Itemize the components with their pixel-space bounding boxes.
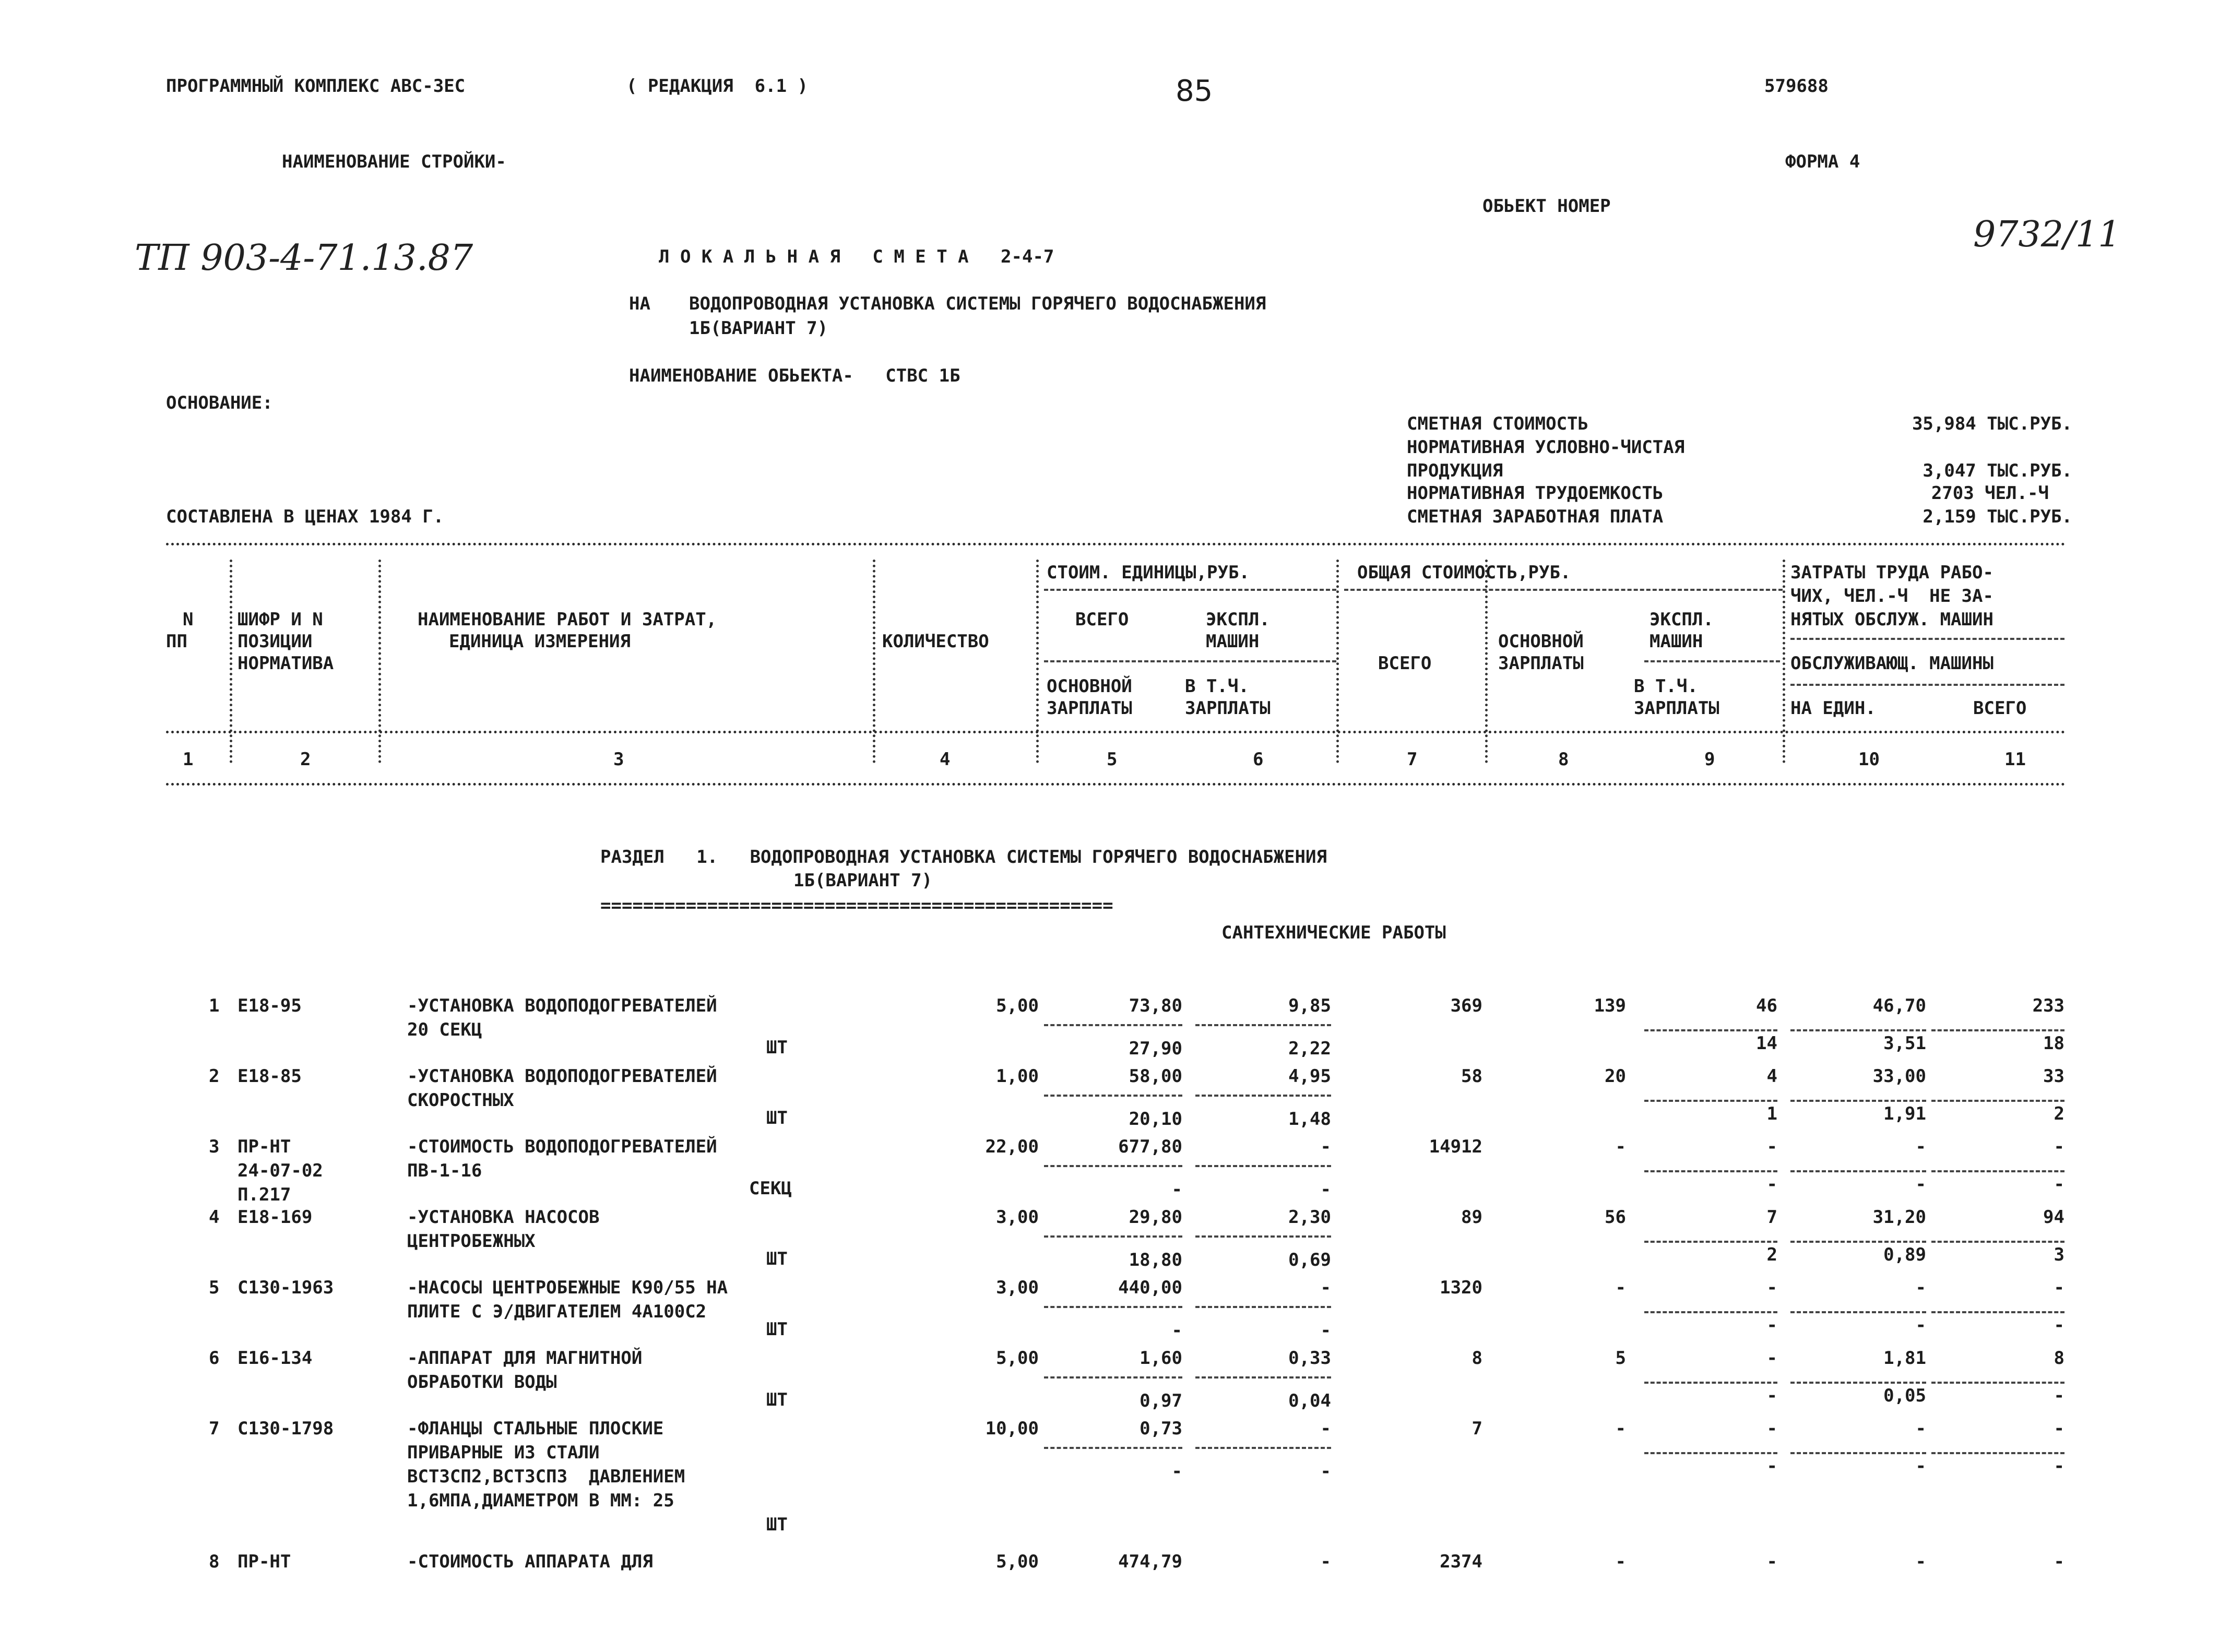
row-unit: ШТ: [766, 1037, 788, 1058]
subtotal-rule: [1931, 1382, 2064, 1384]
row-unit: ШТ: [766, 1108, 788, 1128]
row-quantity: 5,00: [996, 995, 1039, 1016]
subtotal-rule: [1790, 1311, 1926, 1313]
header-labor-unit: НА ЕДИН.: [1790, 698, 1876, 719]
row-unit-machines: -: [1320, 1277, 1331, 1298]
row-unit: ШТ: [766, 1389, 788, 1410]
row-quantity: 5,00: [996, 1348, 1039, 1369]
row-labor-unit: -: [1915, 1136, 1926, 1157]
row-labor-unit-2: 0,89: [1883, 1244, 1926, 1265]
summary-label: НОРМАТИВНАЯ УСЛОВНО-ЧИСТАЯ: [1407, 437, 1685, 458]
header-zarplaty: ЗАРПЛАТЫ: [1185, 698, 1271, 719]
header-col2: ПОЗИЦИИ: [238, 631, 313, 652]
row-basic-salary: -: [1615, 1551, 1626, 1572]
object-name: НАИМЕНОВАНИЕ ОБЬЕКТА- СТВС 1Б: [629, 365, 960, 386]
row-description: -СТОИМОСТЬ ВОДОПОДОГРЕВАТЕЛЕЙ: [407, 1136, 717, 1157]
rule: [166, 783, 2066, 786]
column-number: 2: [300, 749, 311, 770]
rule: [1644, 660, 1780, 662]
row-total: 2374: [1440, 1551, 1482, 1572]
subtotal-rule: [1195, 1447, 1331, 1449]
row-unit-machine-salary: -: [1320, 1461, 1331, 1482]
subtotal-rule: [1044, 1376, 1182, 1378]
row-machines: 4: [1766, 1066, 1777, 1087]
row-number: 3: [209, 1136, 220, 1157]
row-description: -УСТАНОВКА НАСОСОВ: [407, 1207, 600, 1228]
row-labor-total-2: -: [2054, 1174, 2064, 1195]
column-number: 4: [940, 749, 951, 770]
rule: [1044, 589, 1336, 591]
row-number: 7: [209, 1418, 220, 1439]
subtotal-rule: [1195, 1024, 1331, 1026]
row-basic-salary: 20: [1605, 1066, 1626, 1087]
row-code: С130-1798: [238, 1418, 334, 1439]
row-machines: -: [1766, 1277, 1777, 1298]
row-code: Е16-134: [238, 1348, 313, 1369]
header-zarplaty: ЗАРПЛАТЫ: [1634, 698, 1719, 719]
estimate-subject-variant: 1Б(ВАРИАНТ 7): [689, 318, 828, 339]
section-title-variant: 1Б(ВАРИАНТ 7): [793, 870, 933, 891]
subtotal-rule: [1931, 1100, 2064, 1102]
row-unit-salary: 27,90: [1129, 1038, 1182, 1059]
summary-label: СМЕТНАЯ ЗАРАБОТНАЯ ПЛАТА: [1407, 506, 1664, 527]
row-unit-machines: -: [1320, 1136, 1331, 1157]
row-code: ПР-НТ: [238, 1136, 291, 1157]
subtotal-rule: [1195, 1235, 1331, 1238]
row-labor-total-2: -: [2054, 1315, 2064, 1336]
row-total: 89: [1461, 1207, 1482, 1228]
column-number: 9: [1704, 749, 1715, 770]
row-machine-salary: -: [1766, 1315, 1777, 1336]
row-unit: ШТ: [766, 1249, 788, 1269]
header-ekspl: ЭКСПЛ.: [1650, 609, 1714, 630]
row-total: 369: [1450, 995, 1482, 1016]
header-col1: N: [183, 609, 194, 630]
header-col4: КОЛИЧЕСТВО: [882, 631, 989, 652]
header-col3: ЕДИНИЦА ИЗМЕРЕНИЯ: [449, 631, 631, 652]
row-unit-machines: 9,85: [1288, 995, 1331, 1016]
subtotal-rule: [1790, 1241, 1926, 1243]
row-machine-salary: -: [1766, 1456, 1777, 1477]
row-description: ВСТ3СП2,ВСТ3СП3 ДАВЛЕНИЕМ: [407, 1466, 685, 1487]
subtotal-rule: [1644, 1311, 1777, 1313]
edition: ( РЕДАКЦИЯ 6.1 ): [626, 76, 808, 97]
row-labor-total-2: -: [2054, 1456, 2064, 1477]
subtotal-rule: [1195, 1165, 1331, 1167]
row-machines: -: [1766, 1136, 1777, 1157]
row-labor-total: -: [2054, 1551, 2064, 1572]
column-number: 1: [183, 749, 194, 770]
rule: [1790, 684, 2064, 686]
summary-label: ПРОДУКЦИЯ: [1407, 460, 1503, 481]
row-unit-total: 0,73: [1140, 1418, 1182, 1439]
row-total: 8: [1472, 1348, 1482, 1369]
row-labor-unit-2: 0,05: [1883, 1385, 1926, 1406]
row-unit-total: 58,00: [1129, 1066, 1182, 1087]
row-labor-total: -: [2054, 1136, 2064, 1157]
row-unit-machines: -: [1320, 1551, 1331, 1572]
header-total-cost: ОБЩАЯ СТОИМОСТЬ,РУБ.: [1357, 562, 1571, 583]
subtotal-rule: [1044, 1165, 1182, 1167]
page-number: 85: [1176, 74, 1213, 108]
row-code: 24-07-02: [238, 1160, 323, 1181]
row-unit-machines: 0,33: [1288, 1348, 1331, 1369]
header-labor: ЗАТРАТЫ ТРУДА РАБО-: [1790, 562, 1993, 583]
row-labor-unit: 31,20: [1872, 1207, 1926, 1228]
summary-label: СМЕТНАЯ СТОИМОСТЬ: [1407, 413, 1588, 434]
header-mashin: МАШИН: [1206, 631, 1260, 652]
row-machine-salary: -: [1766, 1385, 1777, 1406]
subtotal-rule: [1195, 1306, 1331, 1308]
row-unit-salary: 20,10: [1129, 1109, 1182, 1130]
handwritten-archive-number: 9732/11: [1973, 214, 2121, 255]
subtotal-rule: [1790, 1100, 1926, 1102]
rule: [1790, 638, 2064, 640]
row-description: ПЛИТЕ С Э/ДВИГАТЕЛЕМ 4А100С2: [407, 1301, 707, 1322]
subtotal-rule: [1195, 1376, 1331, 1378]
estimate-title: Л О К А Л Ь Н А Я С М Е Т А 2-4-7: [659, 246, 1054, 267]
row-code: Е18-169: [238, 1207, 313, 1228]
row-machine-salary: 1: [1766, 1103, 1777, 1124]
row-unit: СЕКЦ: [749, 1178, 792, 1199]
subtotal-rule: [1931, 1311, 2064, 1313]
row-unit-salary: 0,97: [1140, 1390, 1182, 1411]
row-total: 1320: [1440, 1277, 1482, 1298]
subtotal-rule: [1931, 1241, 2064, 1243]
basis-label: ОСНОВАНИЕ:: [166, 393, 273, 413]
row-unit-machines: -: [1320, 1418, 1331, 1439]
summary-value: 35,984 ТЫС.РУБ.: [1912, 413, 2072, 434]
row-unit-total: 29,80: [1129, 1207, 1182, 1228]
row-code: Е18-95: [238, 995, 302, 1016]
header-osnovnoy: ОСНОВНОЙ: [1498, 631, 1584, 652]
header-vtch: В Т.Ч.: [1185, 676, 1249, 697]
subtotal-rule: [1931, 1452, 2064, 1454]
row-quantity: 1,00: [996, 1066, 1039, 1087]
header-col3: НАИМЕНОВАНИЕ РАБОТ И ЗАТРАТ,: [418, 609, 717, 630]
row-unit-total: 440,00: [1118, 1277, 1182, 1298]
summary-label: НОРМАТИВНАЯ ТРУДОЕМКОСТЬ: [1407, 483, 1664, 504]
subtotal-rule: [1790, 1452, 1926, 1454]
row-code: П.217: [238, 1184, 291, 1205]
row-labor-unit: -: [1915, 1277, 1926, 1298]
row-machines: 46: [1756, 995, 1777, 1016]
row-unit: ШТ: [766, 1514, 788, 1535]
header-labor: ОБСЛУЖИВАЮЩ. МАШИНЫ: [1790, 653, 1993, 674]
column-number: 11: [2004, 749, 2026, 770]
column-number: 5: [1107, 749, 1118, 770]
row-unit: ШТ: [766, 1319, 788, 1340]
row-unit-machine-salary: 2,22: [1288, 1038, 1331, 1059]
header-col2: ШИФР И N: [238, 609, 323, 630]
row-description: -СТОИМОСТЬ АППАРАТА ДЛЯ: [407, 1551, 653, 1572]
form-label: ФОРМА 4: [1785, 151, 1860, 172]
row-unit-total: 474,79: [1118, 1551, 1182, 1572]
row-labor-unit: 33,00: [1872, 1066, 1926, 1087]
subtotal-rule: [1790, 1170, 1926, 1172]
row-basic-salary: -: [1615, 1277, 1626, 1298]
subtotal-rule: [1044, 1447, 1182, 1449]
subtotal-rule: [1644, 1170, 1777, 1172]
summary-value: 3,047 ТЫС.РУБ.: [1923, 460, 2072, 481]
row-number: 4: [209, 1207, 220, 1228]
document-code: 579688: [1764, 76, 1829, 97]
row-labor-total: 33: [2043, 1066, 2064, 1087]
row-basic-salary: 139: [1594, 995, 1626, 1016]
header-vsego: ВСЕГО: [1378, 653, 1432, 674]
row-total: 14912: [1429, 1136, 1482, 1157]
row-unit-salary: -: [1171, 1461, 1182, 1482]
rule: [166, 543, 2066, 545]
column-number: 3: [613, 749, 624, 770]
row-unit-machine-salary: 0,04: [1288, 1390, 1331, 1411]
row-number: 8: [209, 1551, 220, 1572]
row-labor-unit: 46,70: [1872, 995, 1926, 1016]
row-number: 5: [209, 1277, 220, 1298]
row-quantity: 10,00: [985, 1418, 1039, 1439]
column-number: 6: [1253, 749, 1264, 770]
subtotal-rule: [1644, 1100, 1777, 1102]
subtotal-rule: [1044, 1235, 1182, 1238]
row-description: -УСТАНОВКА ВОДОПОДОГРЕВАТЕЛЕЙ: [407, 1066, 717, 1087]
rule: [1344, 589, 1783, 591]
row-quantity: 22,00: [985, 1136, 1039, 1157]
summary-value: 2703 ЧЕЛ.-Ч: [1931, 483, 2049, 504]
column-number: 8: [1558, 749, 1569, 770]
row-unit-machine-salary: -: [1320, 1320, 1331, 1341]
row-unit-salary: -: [1171, 1320, 1182, 1341]
row-description: ОБРАБОТКИ ВОДЫ: [407, 1372, 557, 1393]
row-labor-unit-2: 3,51: [1883, 1033, 1926, 1054]
row-description: ПВ-1-16: [407, 1160, 482, 1181]
row-description: 1,6МПА,ДИАМЕТРОМ В ММ: 25: [407, 1490, 674, 1511]
row-labor-total: 233: [2032, 995, 2064, 1016]
row-code: С130-1963: [238, 1277, 334, 1298]
row-unit-machines: 2,30: [1288, 1207, 1331, 1228]
subtotal-rule: [1790, 1029, 1926, 1031]
header-labor: НЯТЫХ ОБСЛУЖ. МАШИН: [1790, 609, 1993, 630]
row-code: Е18-85: [238, 1066, 302, 1087]
header-zarplaty: ЗАРПЛАТЫ: [1047, 698, 1132, 719]
row-total: 58: [1461, 1066, 1482, 1087]
header-col1: ПП: [166, 631, 187, 652]
section-underline: ================================================: [600, 895, 1113, 916]
row-labor-total: -: [2054, 1418, 2064, 1439]
rule: [166, 731, 2066, 733]
row-basic-salary: -: [1615, 1136, 1626, 1157]
subtotal-rule: [1644, 1029, 1777, 1031]
on-label: НА: [629, 293, 650, 314]
row-labor-total: -: [2054, 1277, 2064, 1298]
row-machines: -: [1766, 1418, 1777, 1439]
row-machines: -: [1766, 1551, 1777, 1572]
row-description: ЦЕНТРОБЕЖНЫХ: [407, 1231, 536, 1252]
subtotal-rule: [1044, 1095, 1182, 1097]
row-labor-unit-2: 1,91: [1883, 1103, 1926, 1124]
subtotal-rule: [1790, 1382, 1926, 1384]
section-subtitle: САНТЕХНИЧЕСКИЕ РАБОТЫ: [1221, 922, 1446, 943]
program-name: ПРОГРАММНЫЙ КОМПЛЕКС АВС-3ЕС: [166, 76, 466, 97]
row-number: 2: [209, 1066, 220, 1087]
row-labor-total: 8: [2054, 1348, 2064, 1369]
row-unit-total: 1,60: [1140, 1348, 1182, 1369]
row-quantity: 5,00: [996, 1551, 1039, 1572]
row-labor-total-2: 3: [2054, 1244, 2064, 1265]
handwritten-project-number: ТП 903-4-71.13.87: [135, 237, 473, 279]
row-number: 6: [209, 1348, 220, 1369]
estimate-subject: ВОДОПРОВОДНАЯ УСТАНОВКА СИСТЕМЫ ГОРЯЧЕГО ВОДОСНАБЖЕНИЯ: [689, 293, 1266, 314]
row-total: 7: [1472, 1418, 1482, 1439]
row-code: ПР-НТ: [238, 1551, 291, 1572]
subtotal-rule: [1044, 1306, 1182, 1308]
header-ekspl: ЭКСПЛ.: [1206, 609, 1270, 630]
row-unit-machine-salary: 1,48: [1288, 1109, 1331, 1130]
row-labor-unit-2: -: [1915, 1456, 1926, 1477]
row-machine-salary: -: [1766, 1174, 1777, 1195]
object-number-label: ОБЬЕКТ НОМЕР: [1482, 196, 1611, 217]
header-zarplaty: ЗАРПЛАТЫ: [1498, 653, 1584, 674]
row-quantity: 3,00: [996, 1277, 1039, 1298]
header-labor-total: ВСЕГО: [1973, 698, 2027, 719]
row-unit-machine-salary: -: [1320, 1179, 1331, 1200]
header-labor: ЧИХ, ЧЕЛ.-Ч НЕ ЗА-: [1790, 586, 1993, 607]
row-labor-unit-2: -: [1915, 1174, 1926, 1195]
row-labor-unit-2: -: [1915, 1315, 1926, 1336]
row-unit-salary: -: [1171, 1179, 1182, 1200]
row-number: 1: [209, 995, 220, 1016]
column-number: 10: [1858, 749, 1880, 770]
header-col2: НОРМАТИВА: [238, 653, 334, 674]
subtotal-rule: [1644, 1452, 1777, 1454]
row-unit-machine-salary: 0,69: [1288, 1250, 1331, 1270]
row-description: -НАСОСЫ ЦЕНТРОБЕЖНЫЕ К90/55 НА: [407, 1277, 728, 1298]
subtotal-rule: [1931, 1170, 2064, 1172]
rule: [1044, 660, 1336, 662]
row-machine-salary: 2: [1766, 1244, 1777, 1265]
row-description: -ФЛАНЦЫ СТАЛЬНЫЕ ПЛОСКИЕ: [407, 1418, 664, 1439]
row-unit-machines: 4,95: [1288, 1066, 1331, 1087]
row-machines: -: [1766, 1348, 1777, 1369]
row-description: 20 СЕКЦ: [407, 1019, 482, 1040]
header-osnovnoy: ОСНОВНОЙ: [1047, 676, 1132, 697]
subtotal-rule: [1931, 1029, 2064, 1031]
row-unit-total: 73,80: [1129, 995, 1182, 1016]
row-quantity: 3,00: [996, 1207, 1039, 1228]
compiled-in-prices: СОСТАВЛЕНА В ЦЕНАХ 1984 Г.: [166, 506, 444, 527]
row-labor-unit: 1,81: [1883, 1348, 1926, 1369]
row-machine-salary: 14: [1756, 1033, 1777, 1054]
row-basic-salary: -: [1615, 1418, 1626, 1439]
row-unit-salary: 18,80: [1129, 1250, 1182, 1270]
subtotal-rule: [1644, 1241, 1777, 1243]
row-machines: 7: [1766, 1207, 1777, 1228]
subtotal-rule: [1644, 1382, 1777, 1384]
row-labor-unit: -: [1915, 1551, 1926, 1572]
row-unit-total: 677,80: [1118, 1136, 1182, 1157]
subtotal-rule: [1195, 1095, 1331, 1097]
column-number: 7: [1407, 749, 1418, 770]
row-description: -АППАРАТ ДЛЯ МАГНИТНОЙ: [407, 1348, 643, 1369]
row-description: СКОРОСТНЫХ: [407, 1090, 514, 1111]
header-mashin: МАШИН: [1650, 631, 1703, 652]
header-vtch: В Т.Ч.: [1634, 676, 1698, 697]
header-unit-cost: СТОИМ. ЕДИНИЦЫ,РУБ.: [1047, 562, 1250, 583]
row-labor-total-2: 18: [2043, 1033, 2064, 1054]
row-basic-salary: 56: [1605, 1207, 1626, 1228]
row-basic-salary: 5: [1615, 1348, 1626, 1369]
row-labor-unit: -: [1915, 1418, 1926, 1439]
section-title: РАЗДЕЛ 1. ВОДОПРОВОДНАЯ УСТАНОВКА СИСТЕМЫ ГОРЯЧЕГО ВОДОСНАБЖЕНИЯ: [600, 847, 1327, 867]
row-description: -УСТАНОВКА ВОДОПОДОГРЕВАТЕЛЕЙ: [407, 995, 717, 1016]
row-labor-total: 94: [2043, 1207, 2064, 1228]
row-description: ПРИВАРНЫЕ ИЗ СТАЛИ: [407, 1442, 600, 1463]
construction-name: НАИМЕНОВАНИЕ СТРОЙКИ-: [282, 151, 506, 172]
header-vsego: ВСЕГО: [1075, 609, 1129, 630]
subtotal-rule: [1044, 1024, 1182, 1026]
summary-value: 2,159 ТЫС.РУБ.: [1923, 506, 2072, 527]
row-labor-total-2: -: [2054, 1385, 2064, 1406]
row-labor-total-2: 2: [2054, 1103, 2064, 1124]
